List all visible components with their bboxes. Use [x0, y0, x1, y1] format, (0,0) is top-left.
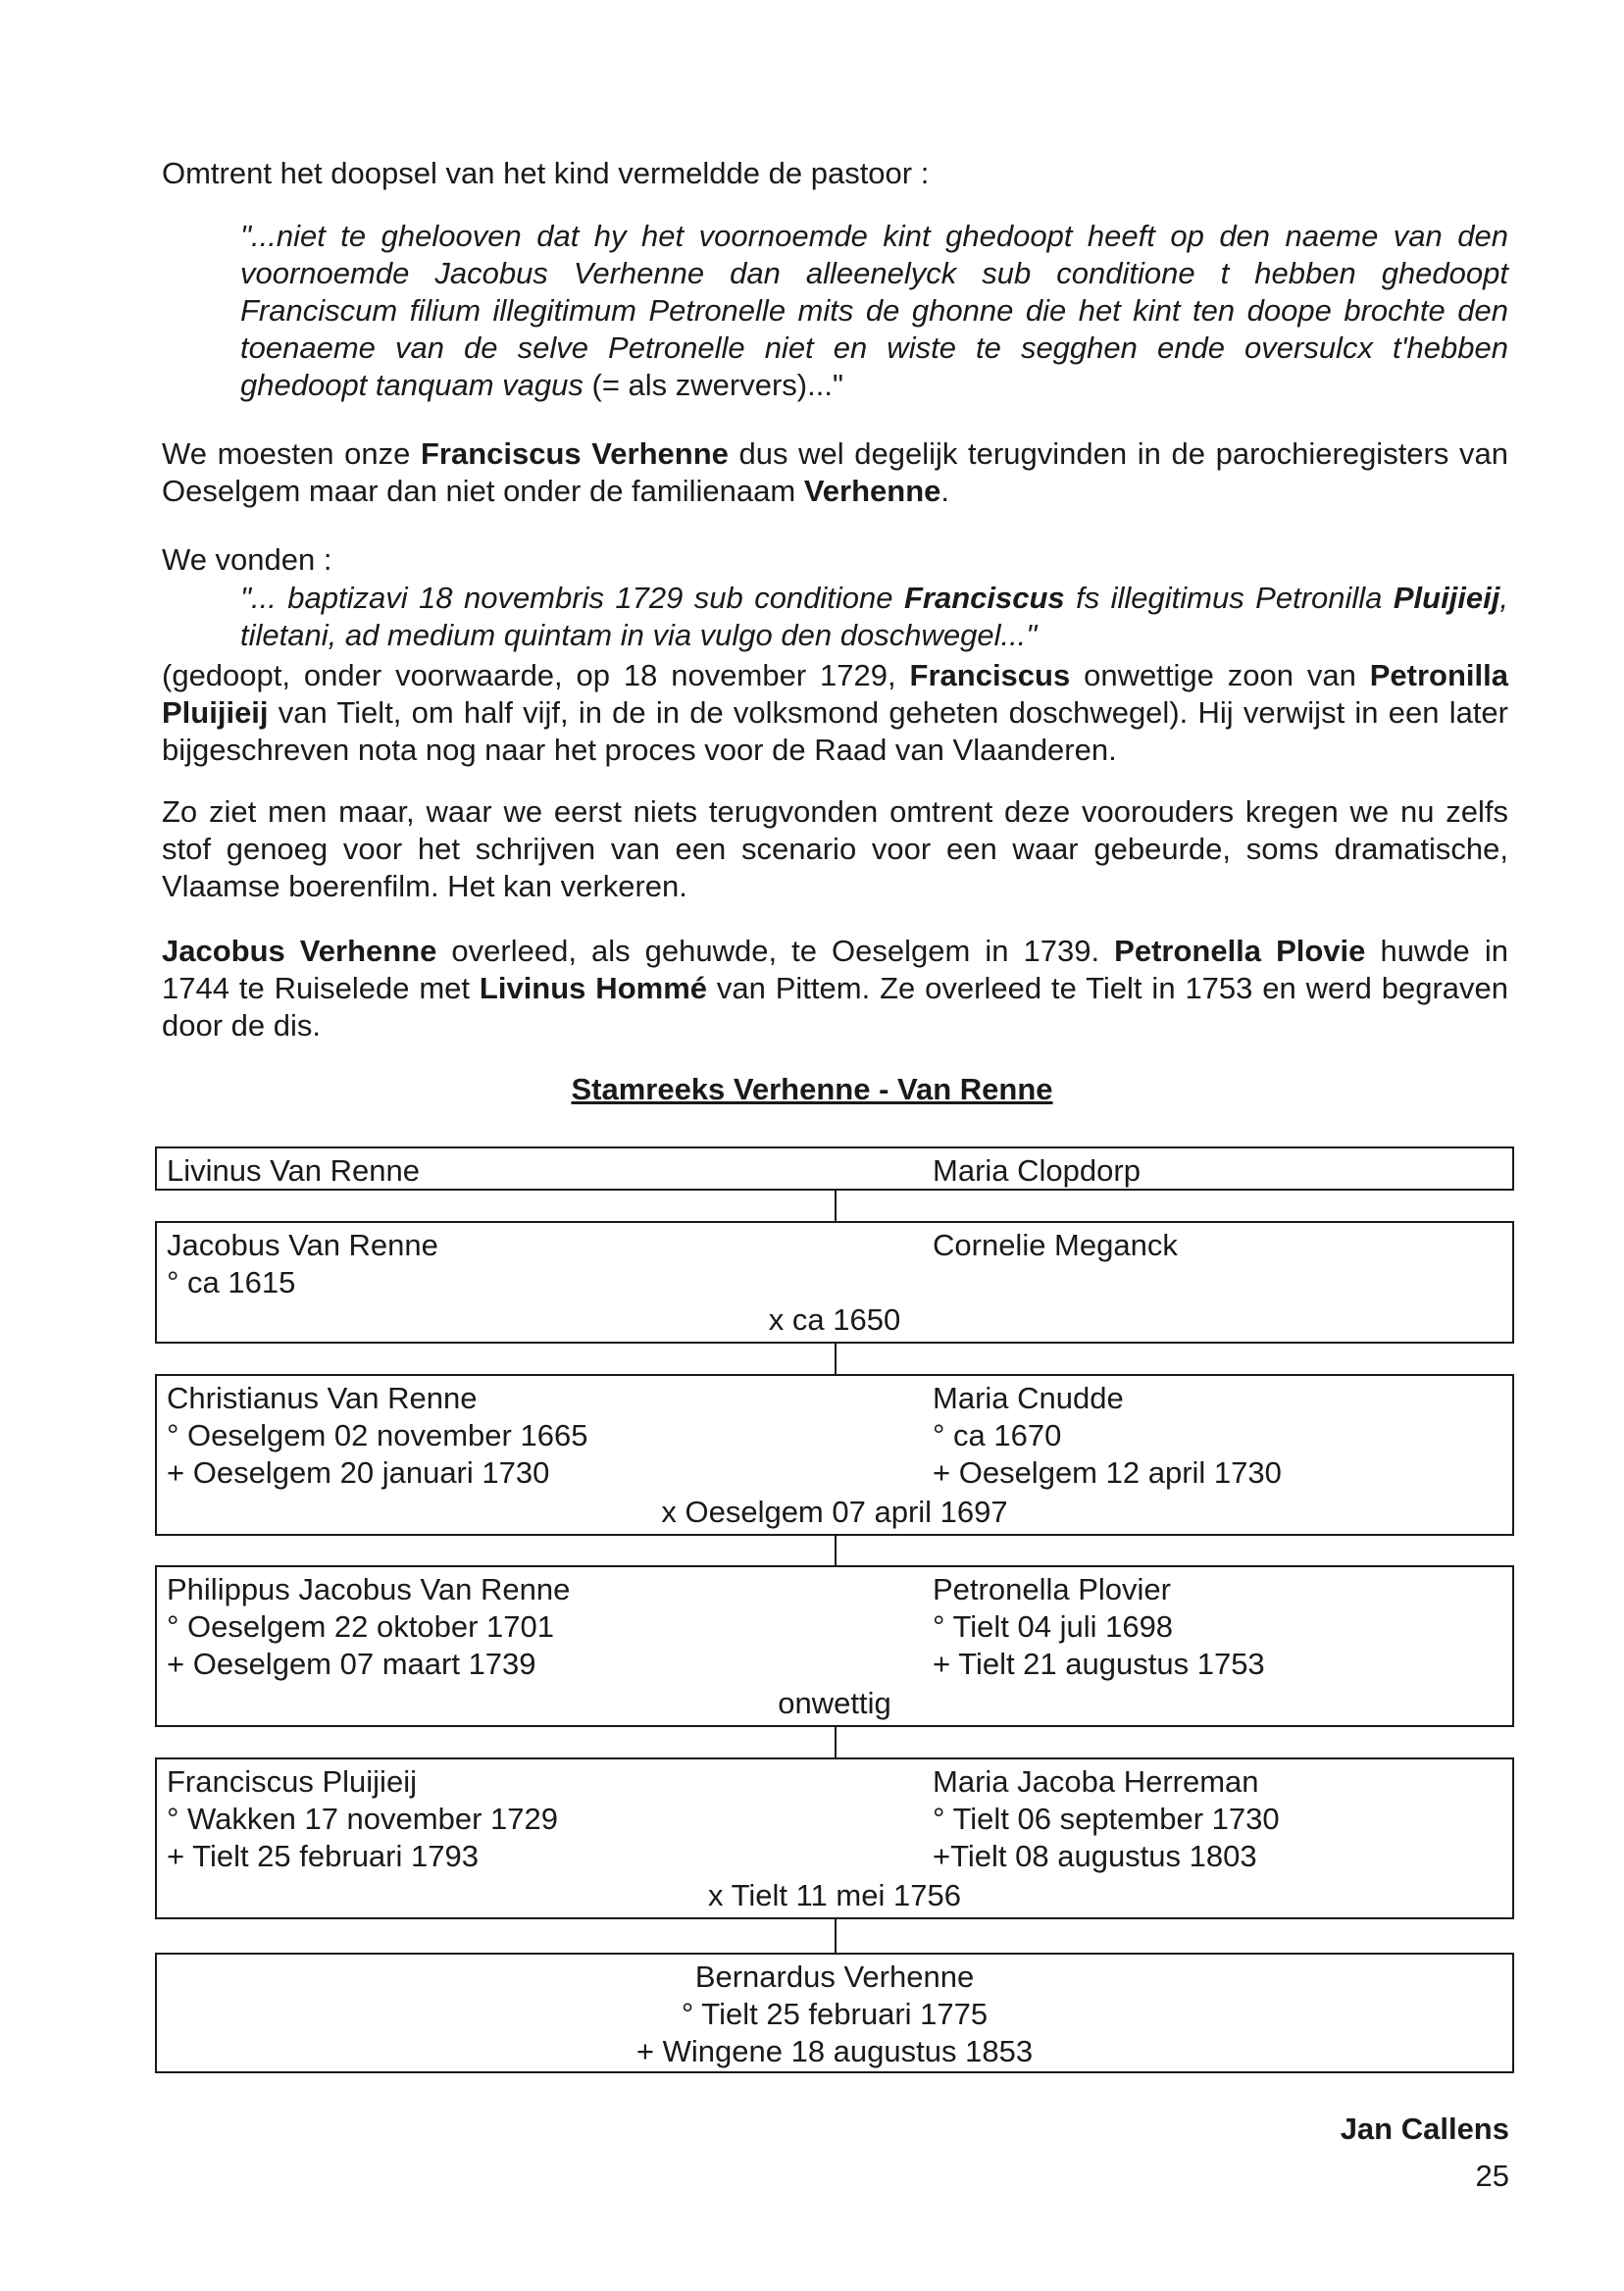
p3-quote-2: fs illegitimus Petronilla	[1064, 581, 1394, 615]
generation-box-5	[155, 1757, 1514, 1919]
gen4-right: Petronella Plovier ° Tielt 04 juli 1698 + Tielt 21 augustus 1753	[933, 1572, 1265, 1681]
generation-box-3	[155, 1374, 1514, 1536]
gen5-right: Maria Jacoba Herreman ° Tielt 06 september 1730 +Tielt 08 augustus 1803	[933, 1764, 1280, 1873]
baptism-quote	[240, 580, 1508, 654]
gen2-marriage: x ca 1650	[768, 1302, 901, 1337]
p3-bold-2: Petronilla Pluijieij	[162, 658, 1508, 730]
p2-text-2: dus wel degelijk terugvinden in de parochieregisters van Oeselgem maar dan niet onder de familienaam	[162, 436, 1508, 508]
p2-text-1: We moesten onze	[162, 436, 421, 471]
gen4-marriage: onwettig	[778, 1686, 891, 1720]
gen5-left: Franciscus Pluijieij ° Wakken 17 november 1729 + Tielt 25 februari 1793	[167, 1764, 558, 1873]
connector-line	[835, 1191, 837, 1221]
p3-text-3: van Tielt, om half vijf, in de in de volksmond geheten doschwegel). Hij verwijst in een later bijgeschreven nota nog naar het proces voor de Raad van Vlaanderen.	[162, 695, 1508, 767]
stamreeks-title: Stamreeks Verhenne - Van Renne	[571, 1072, 1053, 1106]
p3-quote-bold-1: Franciscus	[903, 581, 1065, 615]
p3-quote-3: , tiletani, ad medium quintam in via vulgo den doschwegel..."	[240, 581, 1508, 652]
p5-bold-2: Petronella Plovie	[1114, 934, 1366, 968]
pastor-quote-tail: (= als zwervers)..."	[583, 368, 843, 402]
p3-bold-1: Franciscus	[909, 658, 1071, 692]
p2-bold-1: Franciscus Verhenne	[420, 436, 729, 471]
p3-text-2: onwettige zoon van	[1070, 658, 1370, 692]
pastor-quote-text: "...niet te ghelooven dat hy het voornoemde kint ghedoopt heeft op den naeme van den voornoemde Jacobus Verhenne dan alleenelyck sub conditione t hebben ghedoopt Franciscum filium illegitimum Petronelle mits de ghonne die het kint ten doope brochte den toenaeme van de selve Petronelle niet en wiste te segghen ende oversulcx t'hebben ghedoopt tanquam vagus	[240, 219, 1508, 402]
gen5-marriage: x Tielt 11 mei 1756	[708, 1878, 961, 1912]
author-signature: Jan Callens	[1340, 2112, 1509, 2146]
connector-line	[835, 1727, 837, 1757]
generation-box-2	[155, 1221, 1514, 1344]
gen3-marriage: x Oeselgem 07 april 1697	[661, 1495, 1008, 1529]
paragraph-3-intro: We vonden :	[162, 542, 332, 577]
paragraph-2	[162, 435, 1508, 510]
paragraph-4: Zo ziet men maar, waar we eerst niets terugvonden omtrent deze voorouders kregen we nu zelfs stof genoeg voor het schrijven van een scenario voor een waar gebeurde, soms dramatische, Vlaamse boerenfilm. Het kan verkeren.	[162, 794, 1508, 903]
p5-text-3: van Pittem. Ze overleed te Tielt in 1753 en werd begraven door de dis.	[162, 971, 1508, 1043]
gen6-person: Bernardus Verhenne ° Tielt 25 februari 1775 + Wingene 18 augustus 1853	[635, 1960, 1034, 2068]
gen1-left: Livinus Van Renne	[167, 1153, 420, 1188]
connector-line	[835, 1344, 837, 1374]
pastor-quote	[240, 218, 1508, 404]
paragraph-5	[162, 933, 1508, 1044]
connector-line	[835, 1536, 837, 1565]
p3-quote-bold-2: Pluijieij	[1393, 581, 1500, 615]
p5-text-1: overleed, als gehuwde, te Oeselgem in 1739.	[436, 934, 1115, 968]
p5-bold-1: Jacobus Verhenne	[162, 934, 437, 968]
gen2-right: Cornelie Meganck	[933, 1228, 1178, 1262]
gen3-right: Maria Cnudde ° ca 1670 + Oeselgem 12 april 1730	[933, 1381, 1282, 1490]
gen1-right: Maria Clopdorp	[933, 1153, 1141, 1188]
generation-box-4	[155, 1565, 1514, 1727]
intro-line: Omtrent het doopsel van het kind vermeldde de pastoor :	[162, 156, 930, 190]
paragraph-3-translation	[162, 657, 1508, 769]
page-number: 25	[1475, 2159, 1509, 2193]
gen2-left: Jacobus Van Renne ° ca 1615	[167, 1228, 438, 1299]
p5-text-2: huwde in 1744 te Ruiselede met	[162, 934, 1508, 1005]
p2-bold-2: Verhenne	[803, 474, 941, 508]
gen3-left: Christianus Van Renne ° Oeselgem 02 november 1665 + Oeselgem 20 januari 1730	[167, 1381, 588, 1490]
generation-box-6	[155, 1953, 1514, 2073]
p2-text-3: .	[940, 474, 949, 508]
p3-quote-1: "... baptizavi 18 novembris 1729 sub conditione	[240, 581, 904, 615]
gen4-left: Philippus Jacobus Van Renne ° Oeselgem 22 oktober 1701 + Oeselgem 07 maart 1739	[167, 1572, 571, 1681]
connector-line	[835, 1919, 837, 1953]
p3-text-1: (gedoopt, onder voorwaarde, op 18 november 1729,	[162, 658, 910, 692]
generation-box-1	[155, 1146, 1514, 1191]
p5-bold-3: Livinus Hommé	[479, 971, 707, 1005]
